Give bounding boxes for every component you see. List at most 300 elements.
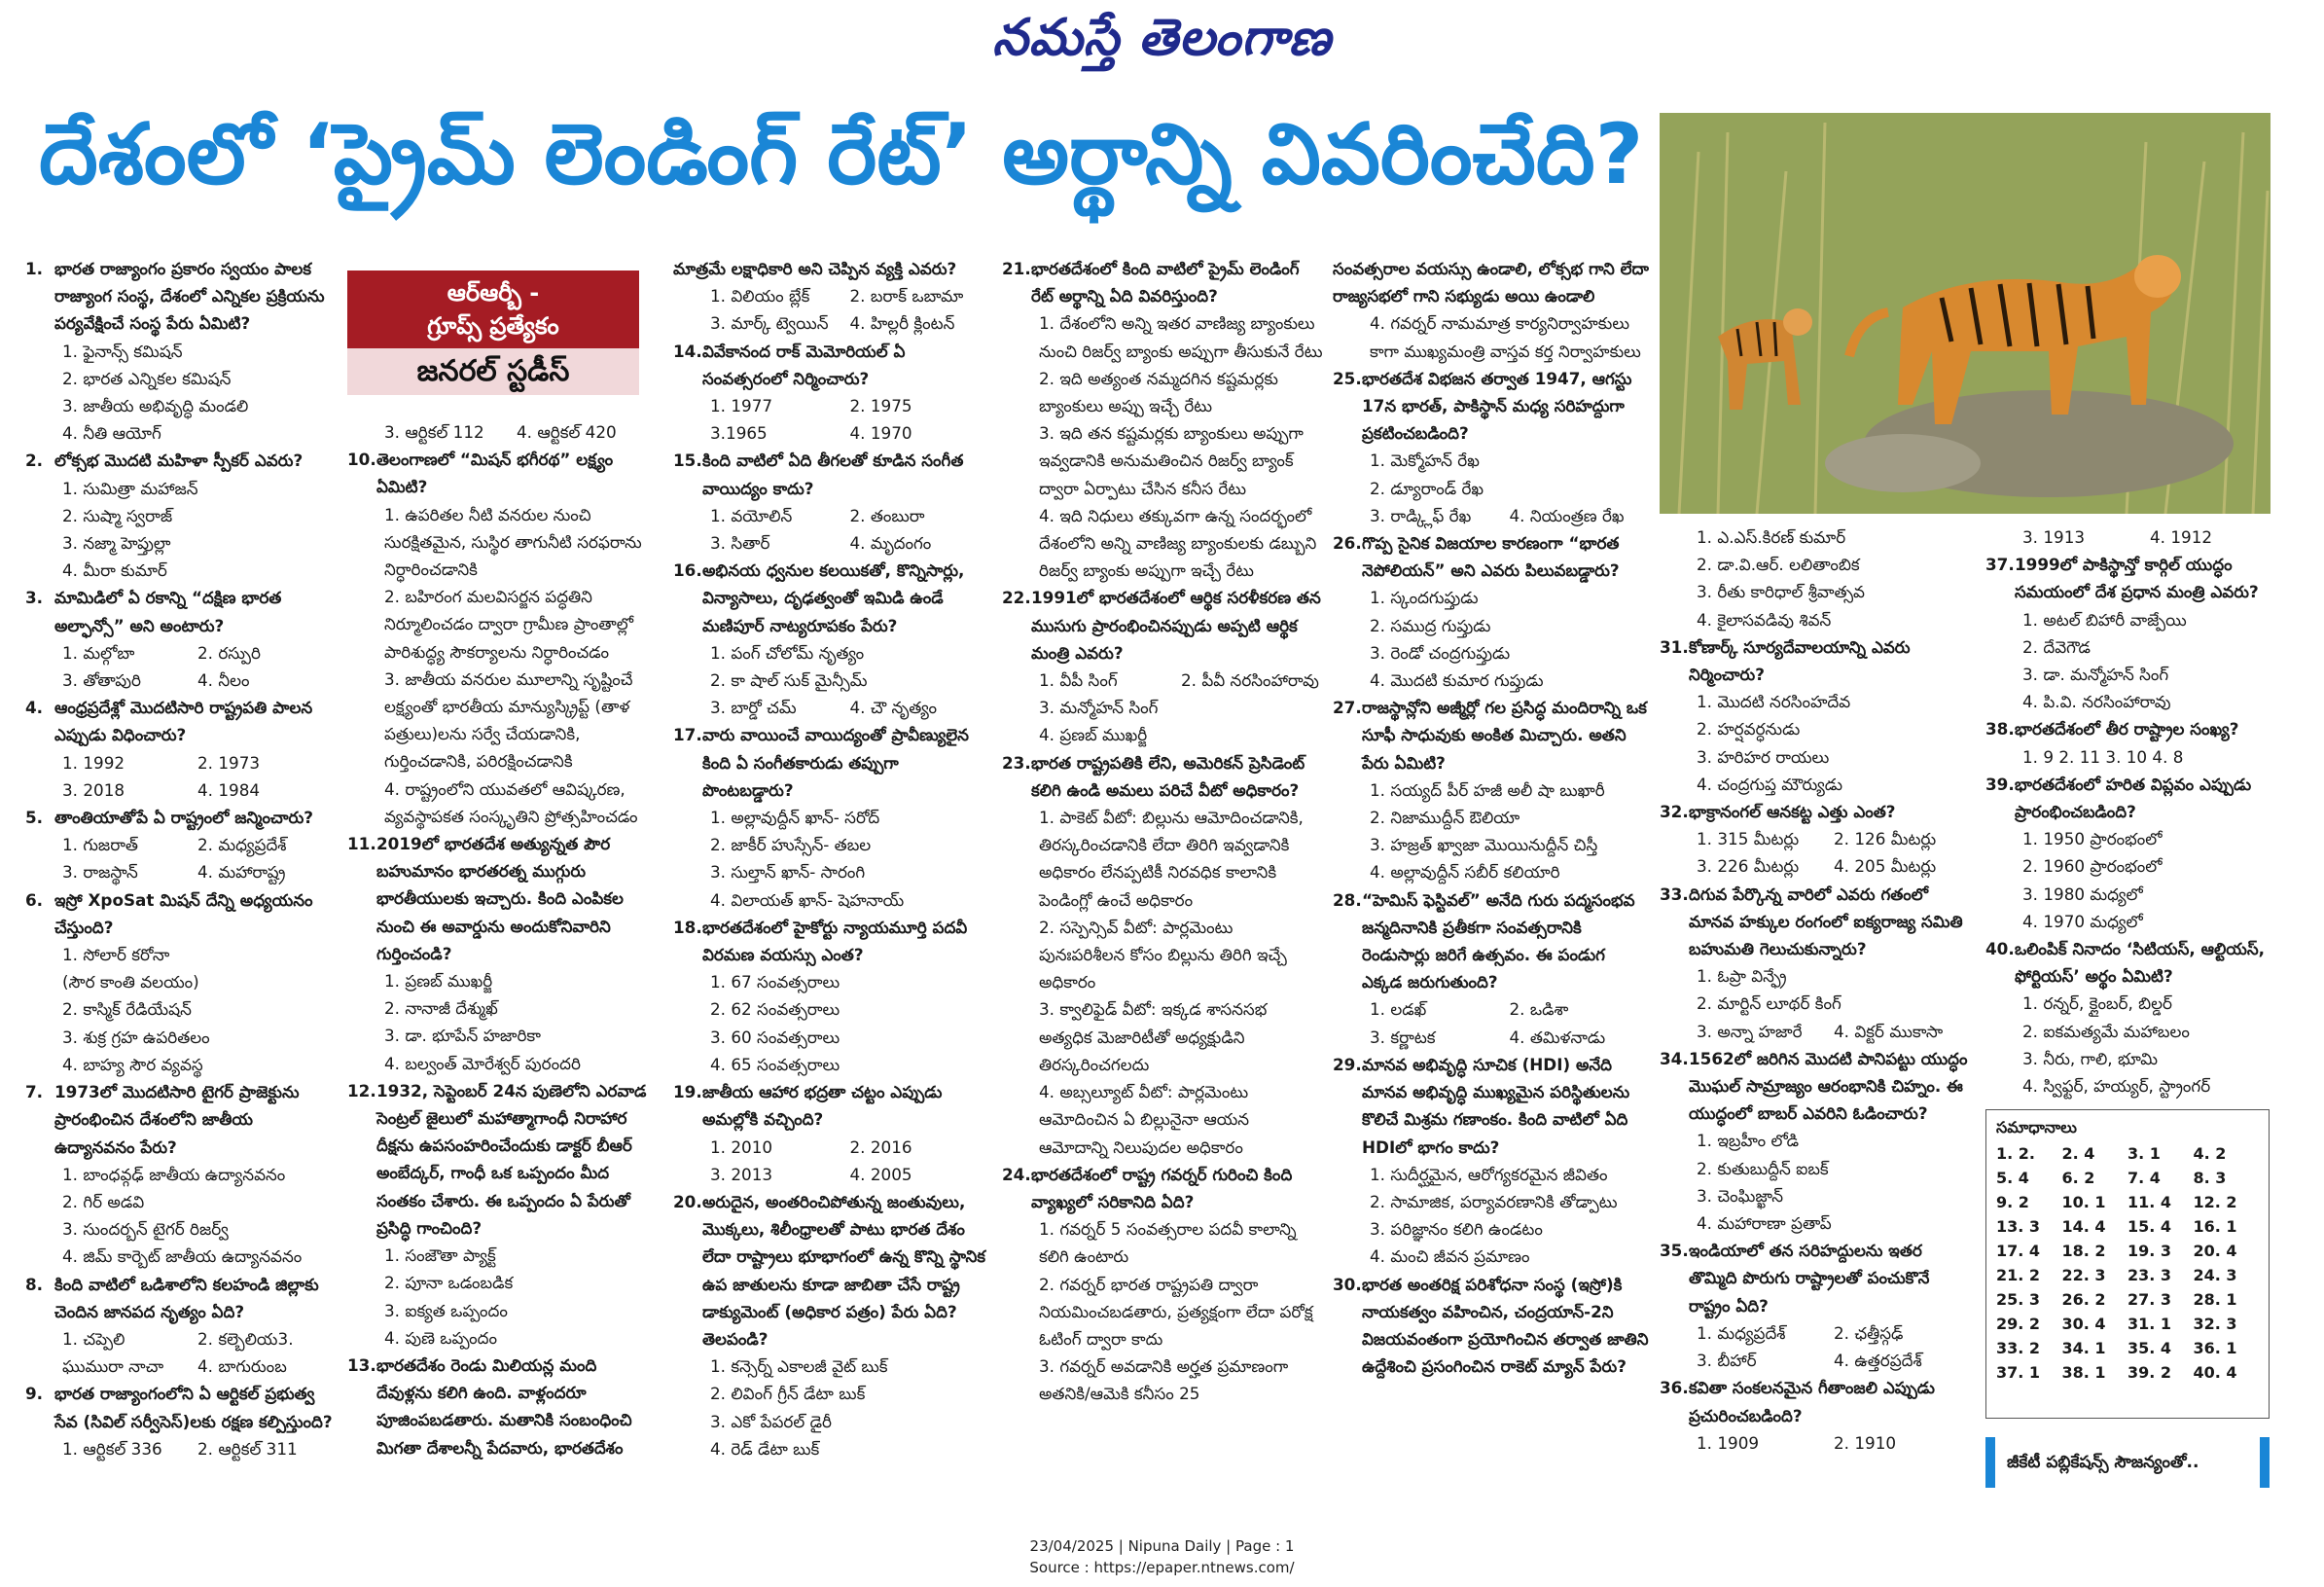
option: 3. సుందర్బన్ టైగర్ రిజర్వ్ (62, 1219, 229, 1240)
question-number: 20. (673, 1191, 702, 1211)
option-row (1660, 1347, 1971, 1374)
option: 1. ఆర్టికల్ 336 (62, 1438, 162, 1459)
answer-item: 30. 4 (2061, 1315, 2106, 1333)
option: 4. తమిళనాడు (1509, 1027, 1606, 1047)
option: 4. మంచి జీవన ప్రమాణం (1370, 1246, 1530, 1267)
option: 4. 2005 (849, 1164, 912, 1184)
question-number: 34. (1660, 1048, 1689, 1068)
question (1660, 798, 1971, 825)
option-row (1002, 667, 1323, 694)
option: 1. సుదీర్ఘమైన, ఆరోగ్యకరమైన జీవితం (1370, 1164, 1608, 1184)
option: 3. జాతీయ వనరుల మూలాన్ని సృష్టించే లక్ష్యంతో భారతీయ మాన్యుస్క్రిప్ట్ (తాళ పత్రులు)లను సర్వే చేయడానికి, గుర్తించడానికి, పరిరక్షించడానికి (384, 668, 633, 772)
option: 2. కుతుబుద్దీన్ ఐబక్ (1697, 1158, 1829, 1178)
option: 4. ఇది నిధులు తక్కువగా ఉన్న సందర్భంలో దేశంలోని అన్ని వాణిజ్య బ్యాంకులకు డబ్బుని రిజర్వ్ బ్యాంకు అప్పుగా ఇచ్చే రేటు (1039, 505, 1317, 581)
option-row (1660, 825, 1971, 852)
question-number: 15. (673, 451, 702, 471)
question-text: భారతదేశంలో తీర రాష్ట్రాల సంఖ్య? (2015, 719, 2239, 739)
option: 3. కర్ణాటక (1370, 1027, 1436, 1047)
option-row (1660, 1429, 1971, 1457)
option: 3. రీతు కారిధాల్ శ్రీవాత్సవ (1697, 582, 1865, 602)
answer-item: 13. 3 (1996, 1217, 2041, 1236)
option: 3. తోతాపురి (62, 670, 141, 691)
question-number: 28. (1333, 889, 1362, 910)
question (1002, 584, 1323, 667)
footer (0, 1535, 2324, 1578)
option: 4. 205 మీటర్లు (1834, 856, 1937, 877)
option: 4. గవర్నర్ నామమాత్ర కార్యనిర్వాహకులు కాగా ముఖ్యమంత్రి వాస్తవ కర్త నిర్వాహకులు (1370, 313, 1641, 361)
question-text: భారత అంతరిక్ష పరిశోధనా సంస్థ (ఇస్రో)కి నాయకత్వం వహించిన, చంద్రయాన్-2ని విజయవంతంగా ప్రయోగించిన తర్వాత జాతిని ఉద్దేశించి ప్రసంగించిన రాకెట్ మ్యాన్ పేరు? (1362, 1274, 1649, 1377)
option: 3.1965 (710, 423, 768, 444)
question-text: వివేకానంద రాక్ మెమోరియల్ ఏ సంవత్సరంలో నిర్మించారు? (702, 341, 906, 388)
option: 1. విలియం బ్లేక్ (710, 286, 810, 307)
option: 1. రన్నర్, క్లైంబర్, బిల్డర్ (2022, 993, 2172, 1014)
question (25, 886, 333, 941)
question-number: 32. (1660, 802, 1689, 822)
option: 1. 1992 (62, 752, 125, 773)
question (25, 1271, 333, 1325)
option: 4. నియంత్రణ రేఖ (1509, 505, 1625, 525)
question-number: 12. (347, 1080, 376, 1100)
option-row (673, 309, 989, 337)
option: 2. నిజాముద్దీన్ ఔలియా (1370, 808, 1520, 828)
question-text: ఇస్రో XpoSat మిషన్ దేన్ని అధ్యయనం చేస్తుంది? (54, 889, 313, 937)
answer-item: 39. 2 (2127, 1363, 2172, 1382)
option: 1. అల్లావుద్దీన్ ఖాన్- సరోద్ (710, 808, 880, 828)
option-row (1660, 1319, 1971, 1347)
question-number: 14. (673, 341, 702, 361)
option: 3. 1980 మధ్యలో (2022, 884, 2143, 904)
question (25, 1078, 333, 1161)
answer-item: 25. 3 (1996, 1290, 2041, 1309)
option: 3. నీరు, గాలి, భూమి (2022, 1048, 2159, 1068)
option: 2. సుష్మా స్వరాజ్ (62, 505, 173, 525)
option: 1. సుమిత్రా మహాజన్ (62, 478, 198, 498)
option: 2. ఇది అత్యంత నమ్మదగిన కష్టమర్లకు బ్యాంకులు అప్పు ఇచ్చే రేటు (1039, 368, 1278, 416)
option: 3. డా. భూపేన్ హజారికా (384, 1026, 541, 1046)
question-text: భాక్రానంగల్ ఆనకట్ట ఎత్తు ఎంత? (1689, 802, 1896, 822)
question (1333, 886, 1649, 996)
question-text: భారతదేశంలో హరిత విప్లవం ఎప్పుడు ప్రారంభించబడింది? (2015, 774, 2252, 822)
question (25, 694, 333, 748)
question-text: గొప్ప సైనిక విజయాల కారణంగా “భారత నెపోలియన్” అని ఎవరు పిలువబడ్డారు? (1362, 533, 1620, 581)
answer-item: 9. 2 (1996, 1193, 2029, 1211)
question (1985, 771, 2277, 825)
question-text: అభినయ ధ్వనుల కలయికతో, కొన్నిసార్లు, విన్యాసాలు, దృఢత్వంతో ఇమిడి ఉండే మణిపూర్ నాట్యరూపకం పేరు? (702, 560, 965, 635)
question (347, 830, 649, 967)
question-number: 30. (1333, 1274, 1362, 1294)
question (347, 446, 649, 500)
option: 4. ఉత్తరప్రదేశ్ (1834, 1351, 1922, 1371)
question (1660, 633, 1971, 688)
question-text: కవితా సంకలనమైన గీతాంజలి ఎప్పుడు ప్రచురించబడింది? (1689, 1378, 1935, 1425)
option: 1. మెక్మోహన్ రేఖ (1370, 451, 1480, 471)
option: 1. సంజౌతా ప్యాక్ట్ (384, 1245, 496, 1266)
question (347, 1352, 649, 1461)
question (1660, 881, 1971, 963)
masthead: నమస్తే తెలంగాణ (992, 8, 1332, 67)
option: 2. బరాక్ ఒబామా (849, 286, 964, 307)
question-number: 31. (1660, 636, 1689, 657)
option: 2. రస్పురి (197, 642, 261, 663)
option: 3. ఎకో పేపరల్ డైరీ (710, 1411, 832, 1431)
question-text: రాజస్థాన్లోని అజ్మీర్లో గల ప్రసిద్ధ మందిరాన్ని ఒక సూఫీ సాధువుకు అంకిత మిచ్చారు. అతని పేరు ఏమిటి? (1362, 698, 1647, 773)
question (1985, 551, 2277, 605)
option: 4. బాహ్య సౌర వ్యవస్థ (62, 1054, 203, 1074)
option: 2. డా.వి.ఆర్. లలితాంబిక (1697, 555, 1860, 575)
option: 2. సముద్ర గుప్తుడు (1370, 615, 1491, 635)
answer-item: 10. 1 (2061, 1193, 2106, 1211)
answer-item: 24. 3 (2193, 1266, 2237, 1284)
answer-item: 23. 3 (2127, 1266, 2172, 1284)
option: 3. గవర్నర్ అవడానికి అర్హత ప్రమాణంగా అతనికి/ఆమెకి కనీసం 25 (1039, 1356, 1289, 1404)
question-text: కింది వాటిలో ఒడిశాలోని కలహండి జిల్లాకు చెందిన జానపద నృత్యం ఏది? (54, 1274, 319, 1321)
option: 2. దేవెగౌడ (2022, 636, 2091, 657)
option: 3. చెంఘిజ్ఖాన్ (1697, 1185, 1784, 1206)
option: 1. 9 2. 11 3. 10 4. 8 (2022, 746, 2184, 767)
option: 3. హరిహర రాయలు (1697, 746, 1830, 767)
option: 2. కల్బెలియ3. (197, 1328, 294, 1349)
option-row (673, 282, 989, 309)
question-text: ఒలింపిక్ నినాదం ‘సిటియస్, ఆల్టియస్, ఫోర్టియస్’ అర్థం ఏమిటి? (2015, 939, 2266, 987)
option: 4. హిల్లరీ క్లింటన్ (849, 313, 955, 334)
answer-item: 4. 2 (2193, 1144, 2227, 1163)
option-row (25, 831, 333, 858)
option: 4. జిమ్ కార్బెట్ జాతీయ ఉద్యానవనం (62, 1246, 303, 1267)
question-text: భారతదేశ విభజన తర్వాత 1947, ఆగస్టు 17న భారత్, పాకిస్థాన్ మధ్య సరిహద్దుగా ప్రకటించబడింది? (1362, 368, 1632, 444)
option: 2. గవర్నర్ భారత రాష్ట్రపతి ద్వారా నియమించబడతారు, ప్రత్యక్షంగా లేదా పరోక్ష ఓటింగ్ ద్వారా కాదు (1039, 1274, 1313, 1349)
option: 3. మన్మోహన్ సింగ్ (1039, 698, 1159, 718)
answers-box (1985, 1109, 2270, 1419)
option: 4. నీలం (197, 670, 250, 691)
option: 1. గుజరాత్ (62, 835, 138, 855)
question-number: 13. (347, 1354, 376, 1375)
option: 4. బాగురుంబ (197, 1356, 287, 1377)
option: 2. తంబురా (849, 505, 925, 525)
option-row (25, 1435, 333, 1462)
column-1 (25, 255, 333, 1462)
option: 3. హజ్రత్ ఖ్వాజా మొయినుద్దీన్ చిస్తీ (1370, 835, 1598, 855)
option: 4. బల్వంత్ మోరేశ్వర్ పురందరి (384, 1053, 581, 1073)
question (25, 1380, 333, 1434)
answer-item: 22. 3 (2061, 1266, 2106, 1284)
question-number: 22. (1002, 588, 1031, 608)
option-row (1985, 523, 2277, 551)
answer-item: 21. 2 (1996, 1266, 2041, 1284)
banner-line2: గ్రూప్స్ ప్రత్యేకం (427, 312, 559, 340)
option-row (347, 418, 649, 446)
question-number: 7. (25, 1082, 44, 1102)
option: 1. ఎ.ఎస్.కిరణ్ కుమార్ (1697, 527, 1846, 547)
option: 1. ఓప్రా విన్ఫ్రే (1697, 966, 1787, 987)
question-text: కోణార్క్ సూర్యదేవాలయాన్ని ఎవరు నిర్మించారు? (1689, 636, 1911, 685)
option: ఘుమురా నాచా (62, 1356, 164, 1377)
option: 4. స్విఫ్టర్, హయ్యర్, స్ట్రాంగర్ (2022, 1076, 2211, 1097)
question-text: మానవ అభివృద్ధి సూచిక (HDI) అనేది మానవ అభివృద్ధి ముఖ్యమైన పరిస్థితులను కొలిచే మిశ్రమ గణాంకం. కింది వాటిలో ఏది HDIలో భాగం కాదు? (1362, 1054, 1630, 1157)
option: 3. సుల్తాన్ ఖాన్- సారంగి (710, 862, 866, 883)
option: 4. చంద్రగుప్త మౌర్యుడు (1697, 774, 1843, 794)
answer-item: 37. 1 (1996, 1363, 2041, 1382)
option: 4. మొదటి కుమార గుప్తుడు (1370, 670, 1544, 691)
question (25, 804, 333, 831)
option: 2. పూనా ఒడంబడిక (384, 1273, 514, 1293)
answer-item: 12. 2 (2193, 1193, 2237, 1211)
question-text: తెలంగాణలో “మిషన్ భగీరథ” లక్ష్యం ఏమిటి? (376, 450, 614, 497)
answers-grid (1996, 1144, 2259, 1382)
question-text: వారు వాయించే వాయిద్యంతో ప్రావీణ్యులైన కింది ఏ సంగీతకారుడు తప్పుగా పొంటబడ్డారు? (702, 725, 969, 800)
question-text: కింది వాటిలో ఏది తీగలతో కూడిన సంగీత వాయిద్యం కాదు? (702, 451, 964, 498)
answers-title: సమాధానాలు (1996, 1118, 2077, 1136)
question-text: ఇండియాలో తన సరిహద్దులను ఇతర తొమ్మిది పొరుగు రాష్ట్రాలతో పంచుకొనే రాష్ట్రం ఏది? (1689, 1241, 1930, 1316)
question-text: భారతదేశంలో రాష్ట్ర గవర్నర్ గురించి కింది వ్యాఖ్యలో సరికానిది ఏది? (1031, 1164, 1293, 1211)
question-text: 1973లో మొదటిసారి టైగర్ ప్రాజెక్టును ప్రారంభించిన దేశంలోని జాతీయ ఉద్యానవనం పేరు? (54, 1082, 300, 1157)
option: 4. విలాయత్ ఖాన్- షెహనాయ్ (710, 889, 905, 910)
option-row (673, 419, 989, 447)
option: 2. భారత ఎన్నికల కమిషన్ (62, 368, 232, 388)
option: 1. పంగ్ చోలోమ్ నృత్యం (710, 642, 865, 663)
option: 4. 65 సంవత్సరాలు (710, 1054, 840, 1074)
option: 4. విక్టర్ ముకాసా (1834, 1021, 1944, 1041)
question-continuation: మాత్రమే లక్షాధికారి అని చెప్పిన వ్యక్తి ఎవరు? (673, 259, 957, 278)
option: 2. డ్యూరాండ్ రేఖ (1370, 478, 1484, 498)
question-number: 6. (25, 889, 44, 910)
question-text: లోక్సభ మొదటి మహిళా స్పీకర్ ఎవరు? (54, 451, 304, 471)
answer-item: 40. 4 (2193, 1363, 2237, 1382)
question-text: తాంతియాతోపే ఏ రాష్ట్రంలో జన్మించారు? (54, 808, 313, 828)
banner-line3: జనరల్ స్టడీస్ (347, 348, 639, 395)
option: 1. లడఖ్ (1370, 999, 1427, 1020)
option: 3. 60 సంవత్సరాలు (710, 1027, 840, 1047)
option: 2. 1975 (849, 396, 912, 416)
column-5 (1333, 255, 1649, 1380)
question-text: “హెమిస్ ఫెస్టివల్” అనేది గురు పద్మసంభవ జన్మదినానికి ప్రతీకగా సంవత్సరానికి రెండుసార్లు జరిగే ఉత్సవం. ఈ పండుగ ఎక్కడ జరుగుతుంది? (1362, 889, 1635, 992)
answer-item: 20. 4 (2193, 1242, 2237, 1260)
option-row (673, 1134, 989, 1161)
footer-date-line: 23/04/2025 | Nipuna Daily | Page : 1 (1029, 1537, 1295, 1555)
answer-item: 5. 4 (1996, 1169, 2029, 1187)
option-row (25, 639, 333, 667)
option: 1. 67 సంవత్సరాలు (710, 972, 840, 992)
option: 1. ఇబ్రహీం లోడి (1697, 1131, 1800, 1151)
option: 2. 1960 ప్రారంభంలో (2022, 856, 2163, 877)
answer-item: 19. 3 (2127, 1242, 2172, 1260)
answer-item: 6. 2 (2061, 1169, 2095, 1187)
option-row (673, 529, 989, 557)
option: 4. పుణె ఒప్పందం (384, 1327, 498, 1348)
option: 4. మహారాణా ప్రతాప్ (1697, 1213, 1832, 1234)
question-number: 4. (25, 698, 44, 718)
answer-item: 32. 3 (2193, 1315, 2237, 1333)
question-number: 17. (673, 725, 702, 745)
option: 4. నీతి ఆయోగ్ (62, 423, 161, 444)
option: 4. అల్లావుద్దీన్ సబీర్ కలియారి (1370, 862, 1560, 883)
option: 1. 1909 (1697, 1432, 1760, 1453)
option: 1. మల్గోబా (62, 642, 135, 663)
question-number: 5. (25, 808, 44, 828)
option: 3. జాతీయ అభివృద్ధి మండలి (62, 396, 249, 416)
question-number: 25. (1333, 368, 1362, 388)
option: 3. సితార్ (710, 533, 770, 554)
question (1333, 529, 1649, 584)
option-row (1333, 1024, 1649, 1051)
question (673, 338, 989, 392)
answer-item: 7. 4 (2127, 1169, 2161, 1187)
option-row (673, 694, 989, 721)
option-row (25, 776, 333, 804)
option: 2. ఛత్తీస్గఢ్ (1834, 1322, 1904, 1343)
option: 1. వీపీ సింగ్ (1039, 670, 1118, 691)
option: 4. ఆర్టికల్ 420 (517, 422, 617, 442)
option-row (25, 749, 333, 776)
answer-item: 3. 1 (2127, 1144, 2161, 1163)
option: 3. డా. మన్మోహన్ సింగ్ (2022, 665, 2169, 685)
option: 2. పీవీ నరసింహారావు (1181, 670, 1319, 691)
option: 1. గవర్నర్ 5 సంవత్సరాల పదవీ కాలాన్ని కలిగి ఉంటారు (1039, 1219, 1297, 1267)
question-number: 39. (1985, 774, 2015, 794)
option: (సౌర కాంతి వలయం) (62, 972, 199, 992)
option-row (1333, 502, 1649, 529)
option-row (673, 502, 989, 529)
option-row (25, 1353, 333, 1380)
question-number: 26. (1333, 533, 1362, 554)
column-2 (347, 418, 649, 1461)
question (1660, 1045, 1971, 1128)
option-row (1660, 852, 1971, 880)
question-number: 23. (1002, 752, 1031, 773)
question (1985, 935, 2277, 990)
answer-item: 29. 2 (1996, 1315, 2041, 1333)
option-row (25, 667, 333, 694)
question-number: 38. (1985, 719, 2015, 739)
question-text: భారతదేశం రెండు మిలియన్ల మంది దేవుళ్లను కలిగి ఉంది. వాళ్లందరూ పూజింపబడతారు. మతానికి సంబంధించి మిగతా దేశాలన్నీ పేదవారు, భారతదేశం (376, 1354, 632, 1458)
option: 3. రాడ్క్లిఫ్ రేఖ (1370, 505, 1472, 525)
option: 2. బహిరంగ మలవిసర్జన పద్ధతిని నిర్మూలించడం ద్వారా గ్రామీణ ప్రాంతాల్లో పారిశుద్ధ్య సౌకర్యాలను నిర్ధారించడం (384, 587, 633, 662)
option-row (25, 1325, 333, 1353)
question (673, 1188, 989, 1353)
answer-item: 34. 1 (2061, 1339, 2106, 1357)
question-text: భారతదేశంలో హైకోర్టు న్యాయమూర్తి పదవీ విరమణ వయస్సు ఎంత? (702, 917, 968, 965)
question (1660, 1374, 1971, 1428)
question-text: భారత రాష్ట్రపతికి లేని, అమెరికన్ ప్రెసిడెంట్ కలిగి ఉండి అమలు పరిచే వీటో అధికారం? (1031, 752, 1305, 800)
option: 1. పాకెట్ వీటో: బిల్లును ఆమోదించడానికి, తిరస్కరించడానికి లేదా తిరిగి ఇవ్వడానికి అధికారం లేనప్పటికీ నిరవధిక కాలానికి పెండింగ్లో ఉంచే అధికారం (1039, 808, 1304, 910)
option: 3. 2018 (62, 779, 125, 800)
option: 1. 2010 (710, 1136, 773, 1157)
answer-item: 1. 2. (1996, 1144, 2035, 1163)
question-number: 16. (673, 560, 702, 581)
question-number: 35. (1660, 1241, 1689, 1261)
option: 3. అన్నా హజారే (1697, 1021, 1803, 1041)
option: 2. 2016 (849, 1136, 912, 1157)
footer-source-line: Source : https://epaper.ntnews.com/ (1029, 1559, 1295, 1576)
answer-item: 26. 2 (2061, 1290, 2106, 1309)
option: 2. మధ్యప్రదేశ్ (197, 835, 287, 855)
option: 4. రెడ్ డేటా బుక్ (710, 1438, 820, 1459)
answer-item: 16. 1 (2193, 1217, 2237, 1236)
option: 3. నజ్మా హెప్తుల్లా (62, 533, 171, 554)
question-text: భారత రాజ్యాంగం ప్రకారం స్వయం పాలక రాజ్యాంగ సంస్థ, దేశంలో ఎన్నికల ప్రక్రియను పర్యవేక్షించే సంస్థ పేరు ఏమిటి? (54, 259, 325, 334)
option: 4. కైలాసవడివు శివన్ (1697, 609, 1832, 630)
question-number: 10. (347, 450, 376, 470)
answer-item: 18. 2 (2061, 1242, 2106, 1260)
option: 4. మృదంగం (849, 533, 932, 554)
option: 2. 126 మీటర్లు (1834, 829, 1937, 849)
answer-item: 35. 4 (2127, 1339, 2172, 1357)
answer-item: 14. 4 (2061, 1217, 2106, 1236)
question (1333, 365, 1649, 448)
question (673, 447, 989, 501)
option: 4. ప్రణబ్ ముఖర్జీ (1039, 725, 1148, 745)
option: 2. 1910 (1834, 1432, 1897, 1453)
answer-item: 31. 1 (2127, 1315, 2172, 1333)
question-text: 1999లో పాకిస్థాన్తో కార్గిల్ యుద్ధం సమయంలో దేశ ప్రధాన మంత్రి ఎవరు? (2015, 555, 2259, 602)
option: 2. సస్పెన్సివ్ వీటో: పార్లమెంటు పునఃపరిశీలన కోసం బిల్లును తిరిగి ఇచ్చే అధికారం (1039, 917, 1287, 992)
option: 3. శుక్ర గ్రహ ఉపరితలం (62, 1027, 210, 1047)
option: 2. 62 సంవత్సరాలు (710, 999, 840, 1020)
option: 3. రాజస్థాన్ (62, 862, 138, 883)
option: 4. 1912 (2150, 527, 2213, 547)
option: 2. ఒడిశా (1509, 999, 1569, 1020)
question-number: 18. (673, 917, 702, 937)
column-3 (673, 255, 989, 1462)
question-number: 2. (25, 451, 44, 471)
question (673, 914, 989, 968)
question-number: 1. (25, 259, 44, 278)
answer-item: 28. 1 (2193, 1290, 2237, 1309)
question (347, 1077, 649, 1242)
option: 4. మీరా కుమార్ (62, 560, 167, 581)
question-number: 29. (1333, 1054, 1362, 1074)
question-number: 3. (25, 588, 44, 608)
banner-line1: ఆర్ఆర్బీ - (447, 279, 540, 307)
question-text: 1562లో జరిగిన మొదటి పానిపట్టు యుద్ధం మొఘల్ సామ్రాజ్యం ఆరంభానికి చిహ్నం. ఈ యుద్ధంలో బాబర్ ఎవరిని ఓడించారు? (1689, 1048, 1968, 1124)
option: 1. దేశంలోని అన్ని ఇతర వాణిజ్య బ్యాంకులు నుంచి రిజర్వ్ బ్యాంకు అప్పుగా తీసుకునే రేటు (1039, 313, 1323, 361)
option: 2. కా షాల్ సుక్ మైన్సీమ్ (710, 670, 868, 691)
question (673, 557, 989, 639)
option-row (25, 858, 333, 885)
option: 3. పరిజ్ఞానం కలిగి ఉండటం (1370, 1219, 1543, 1240)
question-number: 9. (25, 1384, 44, 1404)
question (673, 1078, 989, 1133)
question (1333, 1271, 1649, 1381)
option: 3. మార్క్ ట్వెయిన్ (710, 313, 829, 334)
question-number: 33. (1660, 884, 1689, 904)
option-row (1333, 995, 1649, 1023)
answer-item: 33. 2 (1996, 1339, 2041, 1357)
question-text: మామిడిలో ఏ రకాన్ని “దక్షిణ భారత అల్ఫాన్సో” అని అంటారు? (54, 588, 282, 635)
option: 1. 1977 (710, 396, 773, 416)
column-4 (1002, 255, 1323, 1408)
option: 1. మధ్యప్రదేశ్ (1697, 1322, 1786, 1343)
question (25, 447, 333, 474)
answer-item: 15. 4 (2127, 1217, 2172, 1236)
option: 2. 1973 (197, 752, 261, 773)
credit-note: జీకేటీ పబ్లికేషన్స్ సౌజన్యంతో.. (1985, 1437, 2270, 1488)
question-number: 27. (1333, 698, 1362, 718)
option: 4. అబ్సల్యూట్ వీటో: పార్లమెంటు ఆమోదించిన ఏ బిల్లునైనా ఆయన ఆమోదాన్ని నిలుపుదల అధికారం (1039, 1082, 1250, 1157)
option: 3. బార్డో చమ్ (710, 698, 797, 718)
option: 4. 1970 మధ్యలో (2022, 911, 2143, 931)
banner-top (347, 271, 639, 348)
question (1660, 1237, 1971, 1319)
answer-item: 38. 1 (2061, 1363, 2106, 1382)
answer-item: 11. 4 (2127, 1193, 2172, 1211)
question-text: ఆంధ్రప్రదేశ్లో మొదటిసారి రాష్ట్రపతి పాలన ఎప్పుడు విధించారు? (54, 698, 313, 745)
question (1002, 1161, 1323, 1215)
option: 2. జాకీర్ హుస్సేన్- తబల (710, 835, 872, 855)
option: 2. హర్షవర్ధనుడు (1697, 719, 1801, 739)
question-text: జాతీయ ఆహార భద్రతా చట్టం ఎప్పుడు అమల్లోకి వచ్చింది? (702, 1082, 943, 1130)
option-row (673, 392, 989, 419)
question (25, 584, 333, 638)
